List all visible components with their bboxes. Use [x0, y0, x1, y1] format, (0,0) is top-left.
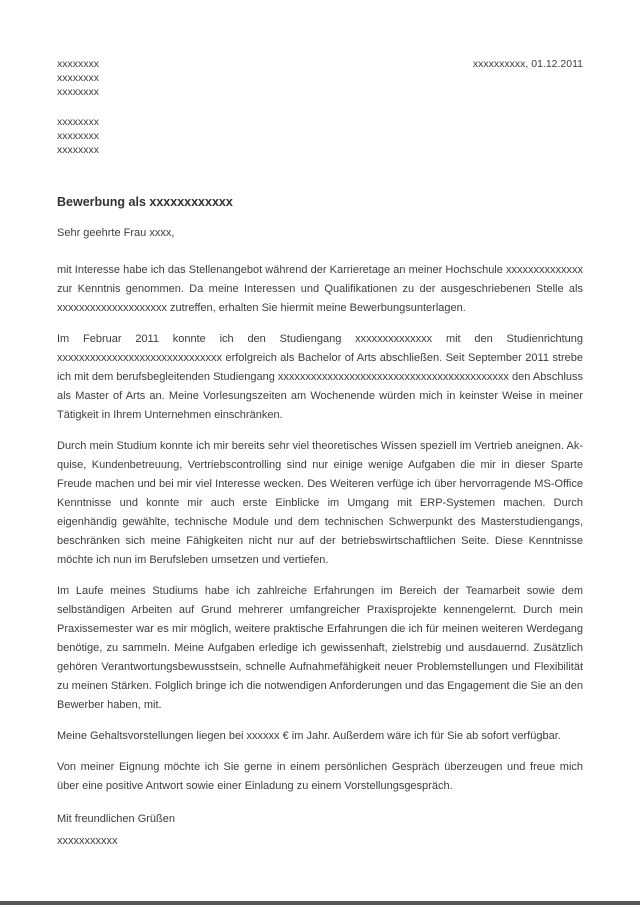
salutation: Sehr geehrte Frau xxxx,	[57, 227, 175, 239]
sender-address-block	[57, 57, 99, 99]
sender-line: xxxxxxxx	[57, 72, 99, 84]
sender-line: xxxxxxxx	[57, 86, 99, 98]
closing-formula: Mit freundlichen Grüßen	[57, 813, 175, 825]
recipient-address-block	[57, 115, 583, 157]
letter-head-row	[57, 57, 583, 99]
paragraph-skills: Durch mein Studium konnte ich mir bereits sehr viel theoretisches Wissen speziell im Vertrieb aneignen. Akquise, Kundenbetreuung, Vertriebscontrolling sind nur einige wenige Aufgaben die mir in dieser Sparte Freude machen und bei mir viel Interesse wecken. Des Weiteren verfüge ich über hervorragende MS-Office Kenntnisse und konnte mir auch erste Einblicke im Umgang mit ERP-Systemen machen. Durch eigenhändig gewählte, technische Module und dem technischen Schwerpunkt des Masterstudiengangs, beschränken sich meine Fähigkeiten nicht nur auf der betriebswirtschaftlichen Seite. Diese Kenntnisse möchte ich nun im Berufsleben umsetzen und vertiefen.	[57, 440, 583, 566]
recipient-line: xxxxxxxx	[57, 130, 99, 142]
city-date-line: xxxxxxxxxx, 01.12.2011	[472, 58, 583, 70]
page-bottom-separator	[0, 901, 640, 905]
recipient-line: xxxxxxxx	[57, 144, 99, 156]
paragraph-intro: mit Interesse habe ich das Stellenangebot während der Karrieretage an meiner Hochschule xxxxxxxxxxxxxx zur Kenntnis genommen. Da meine Interessen und Qualifikationen zu der ausgeschriebenen Stelle als xxxxxxxxxxxxxxxxxxxx zutreffen, erhalten Sie hiermit meine Bewerbungsunterlagen.	[57, 264, 583, 314]
paragraph-salary: Meine Gehaltsvorstellungen liegen bei xxxxxx € im Jahr. Außerdem wäre ich für Sie ab sofort verfügbar.	[57, 730, 561, 742]
recipient-line: xxxxxxxx	[57, 116, 99, 128]
signature-name: xxxxxxxxxxx	[57, 835, 118, 847]
subject-line: Bewerbung als xxxxxxxxxxxx	[57, 195, 233, 209]
paragraph-experience: Im Laufe meines Studiums habe ich zahlreiche Erfahrungen im Bereich der Teamarbeit sowie dem selbständigen Arbeiten auf Grund mehrerer umfangreicher Praxisprojekte kennengelernt. Durch mein Praxissemester war es mir möglich, weitere praktische Erfahrungen die ich für meinen weiteren Werdegang benötige, zu sammeln. Meine Aufgaben erledige ich gewissenhaft, zielstrebig und ausdauernd. Zusätzlich gehören Verantwortungsbewusstsein, schnelle Aufnahmefähigkeit neuer Problemstellungen und Flexibilität zu meinen Stärken. Folglich bringe ich die notwendigen Anforderungen und das Engagement die Sie an den Bewerber haben, mit.	[57, 585, 583, 711]
paragraph-invitation: Von meiner Eignung möchte ich Sie gerne in einem persönlichen Gespräch überzeugen und freue mich über eine positive Antwort sowie einer Einladung zu einem Vorstellungsgespräch.	[57, 761, 583, 792]
paragraph-education: Im Februar 2011 konnte ich den Studiengang xxxxxxxxxxxxxx mit den Studienrichtung xxxxxxxxxxxxxxxxxxxxxxxxxxxxxx erfolgreich als Bachelor of Arts abschließen. Seit September 2011 strebe ich mit dem berufsbegleitenden Studiengang xxxxxxxxxxxxxxxxxxxxxxxxxxxxxxxxxxxxxxxxxx den Abschluss als Master of Arts an. Meine Vorlesungszeiten am Wochenende würden mich in keinster Weise in meiner Tätigkeit in Ihrem Unternehmen einschränken.	[57, 333, 583, 421]
sender-line: xxxxxxxx	[57, 58, 99, 70]
